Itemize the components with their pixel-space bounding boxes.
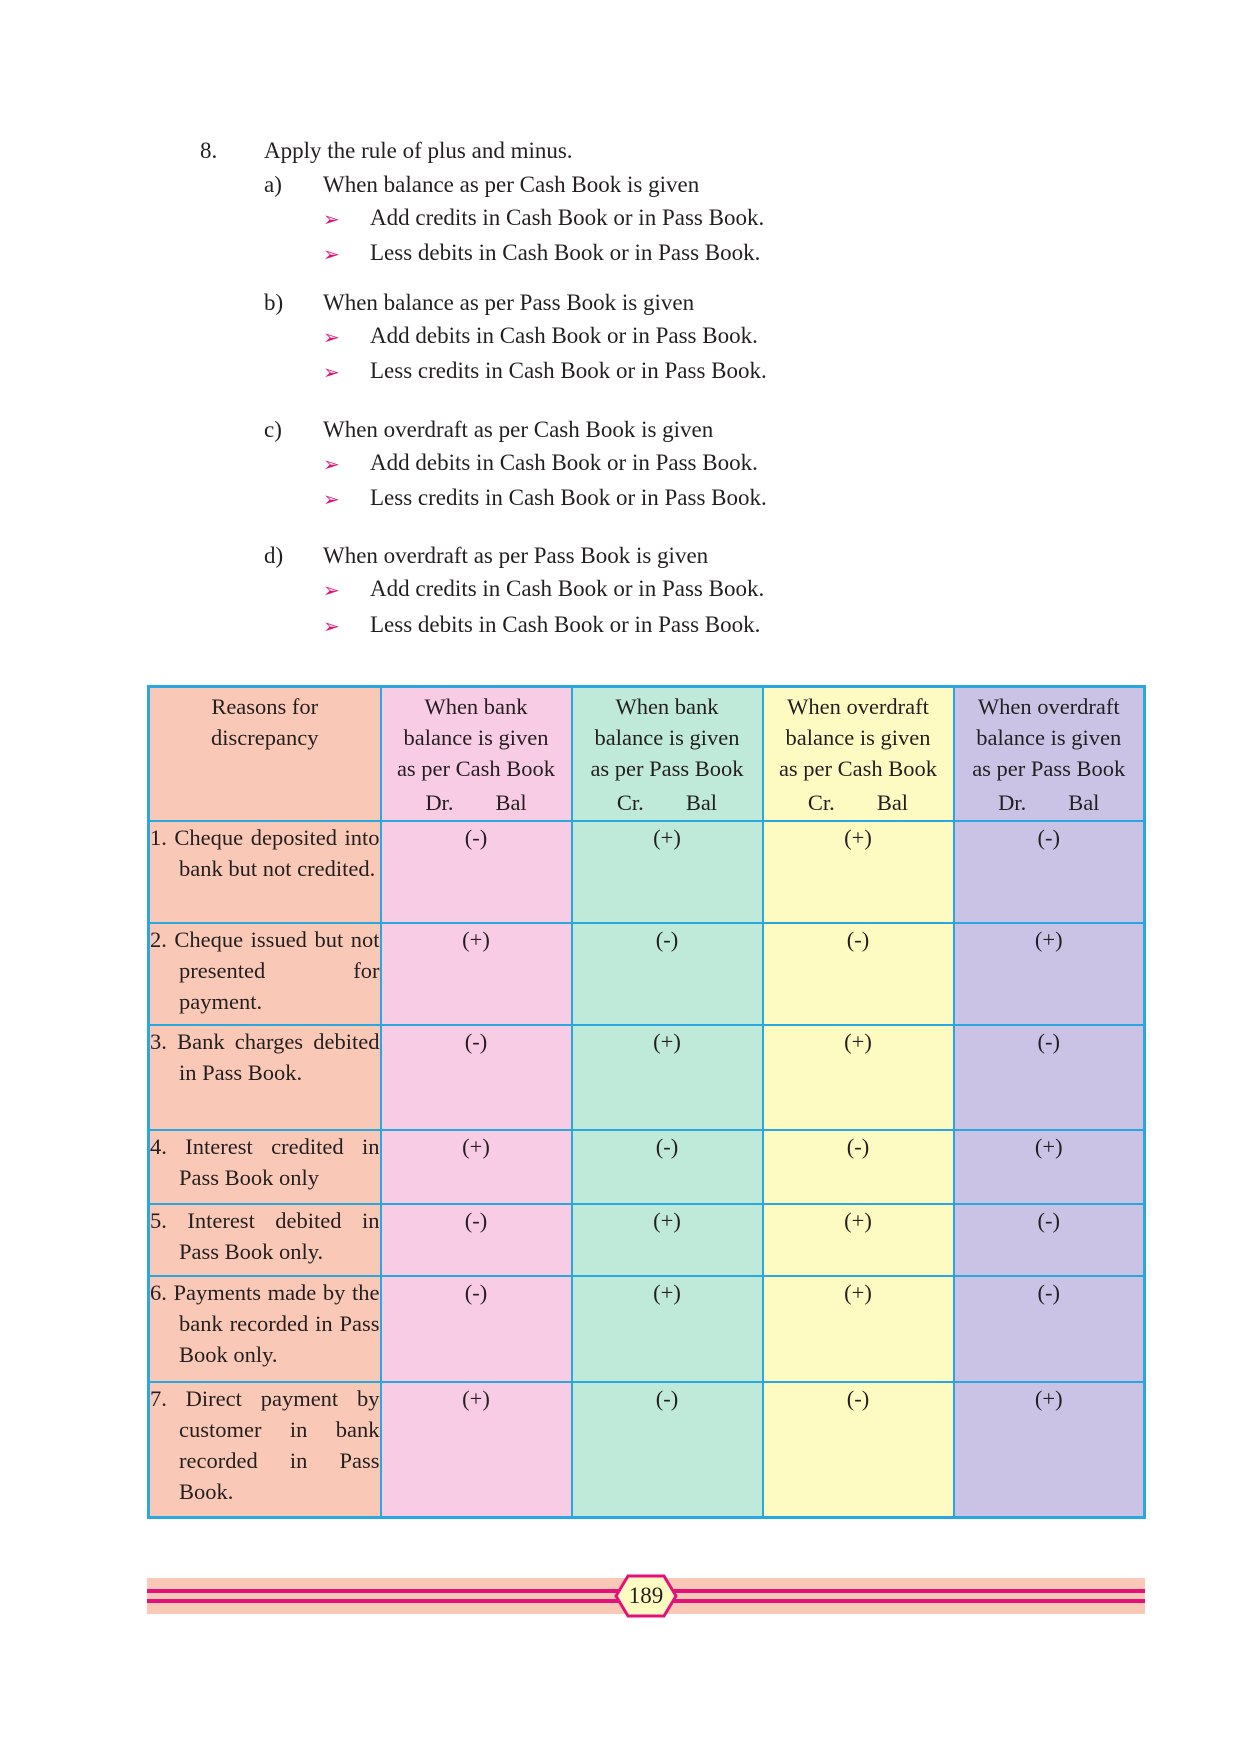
header-bank-cash-book: [381, 687, 572, 822]
arrow-bullet-icon: ➢: [323, 209, 340, 231]
section-a-bullet-2: Less debits in Cash Book or in Pass Book.: [370, 240, 761, 265]
header-line: When overdraft: [977, 694, 1120, 719]
sign-cell: (+): [381, 923, 572, 1025]
section-b-bullet-2: Less credits in Cash Book or in Pass Book.: [370, 358, 767, 383]
table-row: [149, 923, 1145, 1025]
sign-cell: (+): [381, 1382, 572, 1517]
rule-number: 8.: [200, 138, 218, 163]
reason-text: 1. Cheque deposited into bank but not credited.: [150, 825, 380, 881]
rule-title: Apply the rule of plus and minus.: [264, 138, 573, 163]
sign-cell: (-): [572, 1382, 763, 1517]
sign-cell: (-): [381, 1276, 572, 1382]
reason-text: 7. Direct payment by customer in bank recorded in Pass Book.: [150, 1386, 380, 1504]
sign-cell: (+): [763, 1276, 954, 1382]
sign-cell: (+): [954, 923, 1145, 1025]
header-bal: Bal: [495, 790, 527, 815]
reason-cell: [149, 1276, 381, 1382]
reason-text: 3. Bank charges debited in Pass Book.: [150, 1029, 380, 1085]
sign-cell: (+): [763, 821, 954, 923]
header-line: as per Pass Book: [590, 756, 744, 781]
table-header-row: [149, 687, 1145, 822]
sign-cell: (-): [954, 821, 1145, 923]
sign-cell: (+): [572, 1204, 763, 1276]
page-number-badge: [614, 1574, 678, 1618]
sign-cell: (+): [763, 1025, 954, 1130]
reason-cell: [149, 821, 381, 923]
header-side: Cr.: [807, 790, 835, 815]
discrepancy-table: [147, 685, 1146, 1519]
reason-cell: [149, 1130, 381, 1204]
section-a-heading: When balance as per Cash Book is given: [323, 172, 700, 197]
sign-cell: (-): [954, 1276, 1145, 1382]
section-d-heading: When overdraft as per Pass Book is given: [323, 543, 709, 568]
header-overdraft-pass-book: [954, 687, 1145, 822]
table-row: [149, 1025, 1145, 1130]
header-line: When bank: [615, 694, 719, 719]
section-a-bullet-1: Add credits in Cash Book or in Pass Book.: [370, 205, 765, 230]
arrow-bullet-icon: ➢: [323, 489, 340, 511]
arrow-bullet-icon: ➢: [323, 454, 340, 476]
sign-cell: (-): [954, 1025, 1145, 1130]
header-bal: Bal: [685, 790, 718, 815]
table-row: [149, 1382, 1145, 1517]
header-line: as per Cash Book: [778, 756, 938, 781]
header-line: balance is given: [403, 725, 549, 750]
arrow-bullet-icon: ➢: [323, 244, 340, 266]
header-line: balance is given: [976, 725, 1122, 750]
sign-cell: (+): [954, 1382, 1145, 1517]
sign-cell: (-): [381, 821, 572, 923]
section-d-bullet-1: Add credits in Cash Book or in Pass Book.: [370, 576, 765, 601]
sign-cell: (-): [381, 1204, 572, 1276]
reason-cell: [149, 923, 381, 1025]
arrow-bullet-icon: ➢: [323, 616, 340, 638]
sign-cell: (+): [572, 1025, 763, 1130]
arrow-bullet-icon: ➢: [323, 327, 340, 349]
header-line: When bank: [424, 694, 528, 719]
section-c-bullet-2: Less credits in Cash Book or in Pass Book.: [370, 485, 767, 510]
section-d-letter: d): [264, 543, 284, 568]
sign-cell: (+): [954, 1130, 1145, 1204]
section-b-heading: When balance as per Pass Book is given: [323, 290, 695, 315]
sign-cell: (+): [572, 1276, 763, 1382]
reason-text: 4. Interest credited in Pass Book only: [150, 1134, 380, 1190]
header-line: When overdraft: [787, 694, 929, 719]
sign-cell: (-): [763, 1130, 954, 1204]
section-c-bullet-1: Add debits in Cash Book or in Pass Book.: [370, 450, 758, 475]
section-c-letter: c): [264, 417, 282, 442]
header-bank-pass-book: [572, 687, 763, 822]
reason-cell: [149, 1025, 381, 1130]
header-line: balance is given: [785, 725, 931, 750]
sign-cell: (-): [381, 1025, 572, 1130]
header-line: as per Pass Book: [972, 756, 1126, 781]
sign-cell: (-): [572, 923, 763, 1025]
header-overdraft-cash-book: [763, 687, 954, 822]
section-b-bullet-1: Add debits in Cash Book or in Pass Book.: [370, 323, 758, 348]
reason-cell: [149, 1204, 381, 1276]
sign-cell: (-): [763, 1382, 954, 1517]
sign-cell: (+): [572, 821, 763, 923]
reason-text: 5. Interest debited in Pass Book only.: [150, 1208, 380, 1264]
section-b-letter: b): [264, 290, 284, 315]
table-row: [149, 1276, 1145, 1382]
page-footer: [147, 1578, 1145, 1614]
header-side: Dr.: [425, 790, 454, 815]
sign-cell: (-): [763, 923, 954, 1025]
arrow-bullet-icon: ➢: [323, 580, 340, 602]
sign-cell: (-): [954, 1204, 1145, 1276]
section-d-bullet-2: Less debits in Cash Book or in Pass Book.: [370, 612, 761, 637]
section-c-heading: When overdraft as per Cash Book is given: [323, 417, 714, 442]
arrow-bullet-icon: ➢: [323, 362, 340, 384]
sign-cell: (+): [763, 1204, 954, 1276]
header-line: Reasons for: [211, 694, 319, 719]
header-side: Dr.: [998, 790, 1027, 815]
reason-cell: [149, 1382, 381, 1517]
sign-cell: (+): [381, 1130, 572, 1204]
header-reasons: [149, 687, 381, 822]
table-row: [149, 1130, 1145, 1204]
header-line: as per Cash Book: [396, 756, 556, 781]
header-line: balance is given: [594, 725, 740, 750]
table-row: [149, 1204, 1145, 1276]
table-row: [149, 821, 1145, 923]
reason-text: 6. Payments made by the bank recorded in Pass Book only.: [150, 1280, 380, 1367]
page-number: 189: [628, 1583, 664, 1608]
header-side: Cr.: [616, 790, 644, 815]
sign-cell: (-): [572, 1130, 763, 1204]
header-bal: Bal: [876, 790, 909, 815]
reason-text: 2. Cheque issued but not presented for payment.: [150, 927, 380, 1014]
header-bal: Bal: [1068, 790, 1100, 815]
section-a-letter: a): [264, 172, 282, 197]
header-line: discrepancy: [211, 725, 319, 750]
